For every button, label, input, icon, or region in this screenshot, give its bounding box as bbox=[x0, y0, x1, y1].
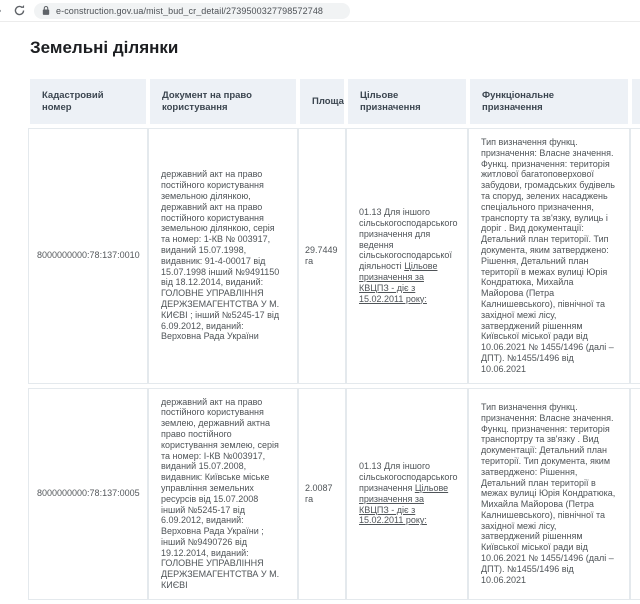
area-cell: 29.7449 га bbox=[298, 128, 346, 384]
header-area: Площа bbox=[298, 79, 346, 124]
reload-icon bbox=[13, 4, 26, 17]
purpose-cell bbox=[346, 388, 468, 600]
header-cadastral-number: Кадастровий номер bbox=[28, 79, 148, 124]
table-row bbox=[28, 128, 640, 384]
table-row bbox=[28, 388, 640, 600]
purpose-kvcpz-link[interactable]: Цільове призначення за КВЦПЗ - діє з 15.02.2011 року: bbox=[359, 261, 438, 304]
header-cutoff-column bbox=[630, 79, 640, 124]
purpose-text: 01.13 Для іншого сільськогосподарського призначення bbox=[359, 461, 458, 493]
header-functional: Функціональне призначення bbox=[468, 79, 630, 124]
table-header-row bbox=[28, 79, 640, 124]
functional-purpose-cell: Тип визначення функц. призначення: Власне значення. Функц. призначення: територія житлової багатоповерхової забудови, громадських будівель та споруд, зелених насаджень спеціального призначення, транспорту та зв'язку, вулиць і доріг . Вид документації: Детальний план території. Тип документа, яким затверджено: Рішення, Детальний план території в межах вулиці Юрія Кондратюка, Михайла Майорова (Петра Калнишевського), північної та західної межі лісу, затверджений рішенням Київської міської ради від 10.06.2021 № 1455/1496 (далі – ДПТ). №1455/1496 від 10.06.2021 bbox=[468, 128, 630, 384]
page-content bbox=[0, 22, 640, 604]
header-purpose: Цільове призначення bbox=[346, 79, 468, 124]
cutoff-column-cell bbox=[630, 388, 640, 600]
address-bar[interactable] bbox=[34, 3, 350, 19]
url-text: e-construction.gov.ua/mist_bud_cr_detail/2739500327798572748 bbox=[56, 5, 324, 16]
lock-icon[interactable] bbox=[42, 5, 50, 16]
area-cell: 2.0087 га bbox=[298, 388, 346, 600]
cutoff-column-cell bbox=[630, 128, 640, 384]
document-cell: державний акт на право постійного користування земельною ділянкою, державний акт на право постійного користування земельною ділянкою, серія та номер: 1-КВ № 003917, виданий 15.07.1998, видавник: 91-4-00017 від 15.07.1998 інший №9491150 від 18.12.2014, виданий: ГОЛОВНЕ УПРАВЛІННЯ ДЕРЖЗЕМАГЕНТСТВА У М. КИЄВІ ; інший №5245-17 від 6.09.2012, виданий: Верховна Рада України bbox=[148, 128, 298, 384]
header-document: Документ на право користування bbox=[148, 79, 298, 124]
reload-button[interactable] bbox=[12, 3, 27, 18]
purpose-kvcpz-link[interactable]: Цільове призначення за КВЦПЗ - діє з 15.02.2011 року: bbox=[359, 482, 449, 526]
forward-arrow-icon[interactable] bbox=[0, 3, 7, 19]
browser-toolbar bbox=[0, 0, 640, 22]
purpose-cell bbox=[346, 128, 468, 384]
cadastral-number-cell: 8000000000:78:137:0005 bbox=[28, 388, 148, 600]
cadastral-number-cell: 8000000000:78:137:0010 bbox=[28, 128, 148, 384]
functional-purpose-cell: Тип визначення функц. призначення: Власне значення. Функц. призначення: територія транспортру та зв'язку . Вид документації: Детальний план території. Тип документа, яким затверджено: Рішення, Детальний план території в межах вулиці Юрія Кондратюка, Михайла Майорова (Петра Калнишевського), північної та західної межі лісу, затверджений рішенням Київської міської ради від 10.06.2021 № 1455/1496 (далі – ДПТ). №1455/1496 від 10.06.2021 bbox=[468, 388, 630, 600]
purpose-text: 01.13 Для іншого сільськогосподарського призначення для ведення сільськогосподарської діяльності bbox=[359, 207, 458, 272]
page-title: Земельні ділянки bbox=[30, 38, 179, 57]
land-plots-table bbox=[28, 75, 640, 604]
document-cell: державний акт на право постійного користування землею, державний актна право постійного користування землею, серія та номер: І-КВ №003917, виданий 15.07.2008, видавник: Київське міське управління земельних ресурсів від 15.07.2008 інший №5245-17 від 6.09.2012, виданий: Верховна Рада України ; інший №9490726 від 19.12.2014, виданий: ГОЛОВНЕ УПРАВЛІННЯ ДЕРЖЗЕМАГЕНТСТВА У М. КИЄВІ bbox=[148, 388, 298, 600]
